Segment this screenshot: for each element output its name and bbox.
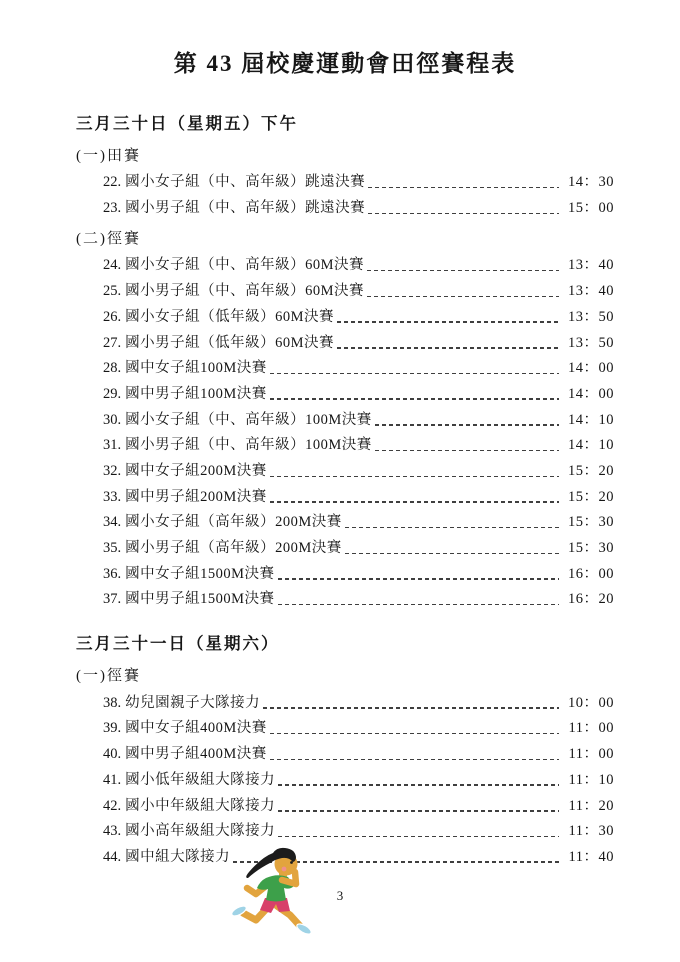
event-time: 15：30 <box>568 514 614 531</box>
event-row <box>76 250 614 276</box>
event-row <box>76 816 614 842</box>
dashed-leader <box>270 373 559 374</box>
event-name: 國中男子組200M決賽 <box>125 488 267 505</box>
event-time: 10：00 <box>568 694 614 711</box>
day-sections <box>76 141 614 609</box>
event-number: 23. <box>103 200 122 217</box>
event-time: 14：00 <box>568 385 614 402</box>
dashed-leader <box>270 759 559 760</box>
event-name: 國中組大隊接力 <box>125 848 231 865</box>
event-name: 國中男子組400M決賽 <box>125 746 267 763</box>
event-name: 國小男子組（中、高年級）100M決賽 <box>125 437 372 454</box>
event-time: 13：50 <box>568 334 614 351</box>
event-time: 11：00 <box>568 720 614 737</box>
event-row <box>76 764 614 790</box>
event-time: 11：30 <box>568 823 614 840</box>
dashed-leader <box>270 733 559 734</box>
event-number: 35. <box>103 540 122 556</box>
event-name: 國小中年級組大隊接力 <box>125 797 276 814</box>
event-row <box>76 738 614 764</box>
day-sections <box>76 661 614 867</box>
section-block <box>76 141 614 218</box>
event-number: 36. <box>103 565 122 582</box>
event-number: 28. <box>103 360 122 377</box>
event-time: 11：10 <box>568 771 614 788</box>
event-time: 16：20 <box>568 591 614 608</box>
dashed-leader <box>337 321 559 322</box>
event-number: 34. <box>103 514 122 531</box>
page-number: 3 <box>336 888 344 903</box>
event-number: 32. <box>103 462 122 479</box>
event-number: 31. <box>103 437 122 454</box>
dashed-leader <box>278 784 559 785</box>
dashed-leader <box>345 527 559 528</box>
event-name: 國中女子組400M決賽 <box>125 720 267 737</box>
event-name: 國中女子組100M決賽 <box>125 360 267 377</box>
dashed-leader <box>270 501 559 502</box>
dashed-leader <box>278 578 559 579</box>
event-time: 11：20 <box>568 797 614 814</box>
section-events <box>76 167 614 218</box>
section-events <box>76 687 614 867</box>
event-name: 國小男子組（低年級）60M決賽 <box>125 334 335 351</box>
event-number: 22. <box>103 174 122 191</box>
event-time: 15：00 <box>568 200 614 217</box>
event-name: 國小女子組（中、高年級）60M決賽 <box>125 257 365 274</box>
dashed-leader <box>278 810 559 811</box>
event-time: 13：50 <box>568 308 614 325</box>
event-row <box>76 790 614 816</box>
event-time: 14：30 <box>568 174 614 191</box>
section-events <box>76 250 614 610</box>
event-number: 41. <box>103 771 122 788</box>
event-row <box>76 481 614 507</box>
event-number: 26. <box>103 308 122 325</box>
event-row <box>76 584 614 610</box>
dashed-leader <box>368 187 559 188</box>
schedule <box>76 113 614 867</box>
event-row <box>76 713 614 739</box>
day-heading: 三月三十日（星期五）下午 <box>76 114 298 133</box>
event-number: 37. <box>103 591 122 608</box>
event-time: 11：00 <box>568 746 614 763</box>
event-number: 25. <box>103 283 122 300</box>
event-number: 43. <box>103 823 122 840</box>
event-name: 國小男子組（高年級）200M決賽 <box>125 540 342 556</box>
event-name: 國中女子組1500M決賽 <box>125 565 275 582</box>
event-number: 42. <box>103 797 122 814</box>
dashed-leader <box>367 270 559 271</box>
dashed-leader <box>270 476 559 477</box>
dashed-leader <box>345 553 559 554</box>
event-name: 幼兒園親子大隊接力 <box>125 694 261 711</box>
event-number: 27. <box>103 334 122 351</box>
section-block <box>76 661 614 867</box>
section-label: (一)徑賽 <box>76 668 141 685</box>
page-title: 第 43 屆校慶運動會田徑賽程表 <box>173 51 517 76</box>
event-number: 33. <box>103 488 122 505</box>
event-name: 國小女子組（中、高年級）100M決賽 <box>125 411 372 428</box>
event-row <box>76 507 614 533</box>
day-block <box>76 633 614 867</box>
dashed-leader <box>375 424 559 425</box>
event-row <box>76 404 614 430</box>
event-number: 29. <box>103 385 122 402</box>
runner-cheek <box>282 867 287 872</box>
event-name: 國小女子組（中、高年級）跳遠決賽 <box>125 174 366 191</box>
dashed-leader <box>278 836 559 837</box>
event-name: 國中女子組200M決賽 <box>125 462 267 479</box>
event-row <box>76 192 614 218</box>
event-name: 國小高年級組大隊接力 <box>125 823 276 840</box>
event-name: 國中男子組1500M決賽 <box>125 591 275 608</box>
event-row <box>76 167 614 193</box>
event-time: 13：40 <box>568 257 614 274</box>
event-time: 11：40 <box>568 848 614 865</box>
dashed-leader <box>263 707 559 708</box>
event-time: 13：40 <box>568 283 614 300</box>
event-row <box>76 841 614 867</box>
event-number: 40. <box>103 746 122 763</box>
event-name: 國小低年級組大隊接力 <box>125 771 276 788</box>
runner-front-shoe <box>295 922 312 936</box>
event-row <box>76 378 614 404</box>
dashed-leader <box>375 450 559 451</box>
day-heading: 三月三十一日（星期六） <box>76 634 280 654</box>
event-time: 14：10 <box>568 411 614 428</box>
document-content <box>76 0 614 867</box>
event-row <box>76 455 614 481</box>
event-row <box>76 532 614 558</box>
event-time: 14：10 <box>568 437 614 454</box>
runner-eye <box>290 861 293 864</box>
dashed-leader <box>270 398 559 399</box>
event-number: 30. <box>103 411 122 428</box>
event-name: 國小男子組（中、高年級）跳遠決賽 <box>125 200 366 217</box>
event-number: 24. <box>103 257 122 274</box>
dashed-leader <box>337 347 559 348</box>
section-block <box>76 224 614 609</box>
event-name: 國小男子組（中、高年級）60M決賽 <box>125 283 365 300</box>
dashed-leader <box>278 604 559 605</box>
event-row <box>76 275 614 301</box>
event-row <box>76 301 614 327</box>
event-row <box>76 558 614 584</box>
event-time: 15：20 <box>568 488 614 505</box>
event-row <box>76 353 614 379</box>
event-row <box>76 327 614 353</box>
event-number: 44. <box>103 848 122 865</box>
event-time: 15：20 <box>568 462 614 479</box>
event-name: 國中男子組100M決賽 <box>125 385 267 402</box>
dashed-leader <box>367 296 559 297</box>
event-name: 國小女子組（高年級）200M決賽 <box>125 514 342 531</box>
section-label: (一)田賽 <box>76 147 141 164</box>
event-row <box>76 430 614 456</box>
section-label: (二)徑賽 <box>76 230 141 247</box>
dashed-leader <box>368 213 559 214</box>
event-number: 38. <box>103 694 122 711</box>
event-number: 39. <box>103 720 122 737</box>
day-block <box>76 113 614 609</box>
event-time: 16：00 <box>568 565 614 582</box>
event-time: 14：00 <box>568 360 614 377</box>
event-time: 15：30 <box>568 540 614 556</box>
event-name: 國小女子組（低年級）60M決賽 <box>125 308 335 325</box>
event-row <box>76 687 614 713</box>
